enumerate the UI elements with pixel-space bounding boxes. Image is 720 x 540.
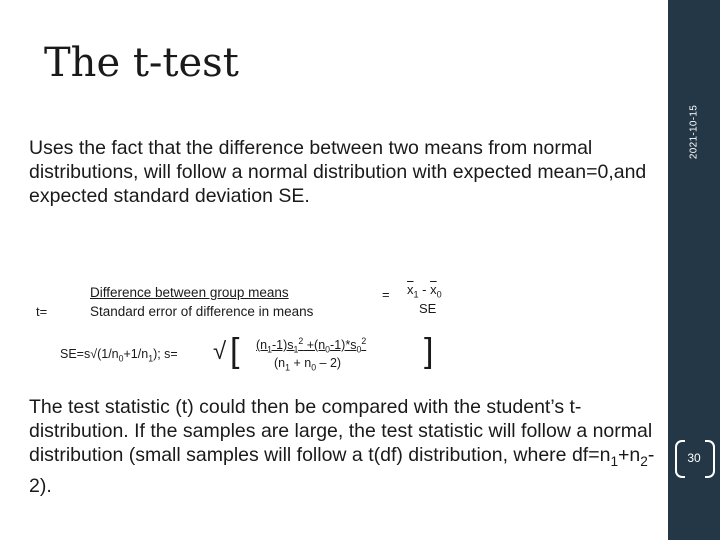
se-suffix: ); s= bbox=[153, 347, 178, 361]
x0-symbol: $\overline{x}$ bbox=[430, 282, 437, 297]
pooled-den-sub: 0 bbox=[311, 362, 317, 373]
pooled-num-sub: 0 bbox=[325, 344, 331, 355]
pooled-den-sub: 1 bbox=[285, 362, 290, 373]
minus-sign: - bbox=[418, 282, 431, 297]
pooled-num-part: +(n bbox=[303, 338, 326, 353]
paragraph-sub2: 2 bbox=[640, 453, 648, 469]
se-sub0: 0 bbox=[118, 353, 124, 364]
pooled-variance-numerator bbox=[256, 336, 366, 355]
page-number: 30 bbox=[687, 451, 701, 465]
se-sub1: 1 bbox=[148, 353, 154, 364]
formula-denominator-text: Standard error of difference in means bbox=[90, 304, 314, 319]
open-bracket: [ bbox=[230, 332, 240, 370]
pooled-num-part: -1)s bbox=[272, 338, 294, 353]
se-prefix: SE=s√(1/n bbox=[60, 347, 119, 361]
conclusion-paragraph bbox=[29, 395, 659, 498]
close-bracket: ] bbox=[424, 332, 434, 370]
x1-symbol: $\overline{x}$ bbox=[407, 282, 414, 297]
se-mid: +1/n bbox=[123, 347, 149, 361]
equals-sign: = bbox=[382, 287, 390, 302]
formula-numerator-text: Difference between group means bbox=[90, 285, 289, 300]
sqrt-sign: √ bbox=[213, 338, 227, 365]
mean-difference bbox=[407, 282, 442, 300]
pooled-variance-denominator bbox=[274, 356, 341, 373]
page-number-left-bracket bbox=[675, 440, 685, 478]
pooled-num-sub: 0 bbox=[356, 344, 362, 355]
pooled-den-part: + n bbox=[290, 356, 312, 370]
t-label: t= bbox=[36, 304, 48, 319]
slide-title: The t-test bbox=[44, 40, 239, 86]
intro-text: Uses the fact that the difference between two means from normal distributions, will follow a normal distribution with expected mean=0,and expected standard deviation SE. bbox=[29, 137, 647, 207]
page-number-right-bracket bbox=[705, 440, 715, 478]
pooled-num-sub: 1 bbox=[293, 344, 299, 355]
se-denominator: SE bbox=[419, 301, 437, 316]
pooled-num-sup: 2 bbox=[361, 336, 367, 346]
pooled-den-part: – 2) bbox=[316, 356, 342, 370]
pooled-num-part: (n bbox=[256, 338, 268, 353]
pooled-num-sup: 2 bbox=[298, 336, 304, 346]
paragraph-sub1: 1 bbox=[610, 453, 619, 469]
pooled-num-sub: 1 bbox=[267, 344, 272, 355]
slide-date: 2021-10-15 bbox=[688, 104, 700, 160]
pooled-num-part: -1)*s bbox=[330, 338, 357, 353]
paragraph-plus: +n bbox=[618, 444, 641, 466]
se-definition bbox=[60, 347, 178, 364]
pooled-den-part: (n bbox=[274, 356, 286, 370]
x0-subscript: 0 bbox=[436, 289, 442, 300]
paragraph-text: The test statistic (t) could then be compared with the student’s t- distribution. If the samples are large, the test statistic will follow a normal distribution (small samples will follow a t(df) distribution, where df=n bbox=[29, 396, 653, 466]
x1-subscript: 1 bbox=[413, 289, 419, 300]
paragraph-end: -2). bbox=[29, 444, 655, 497]
